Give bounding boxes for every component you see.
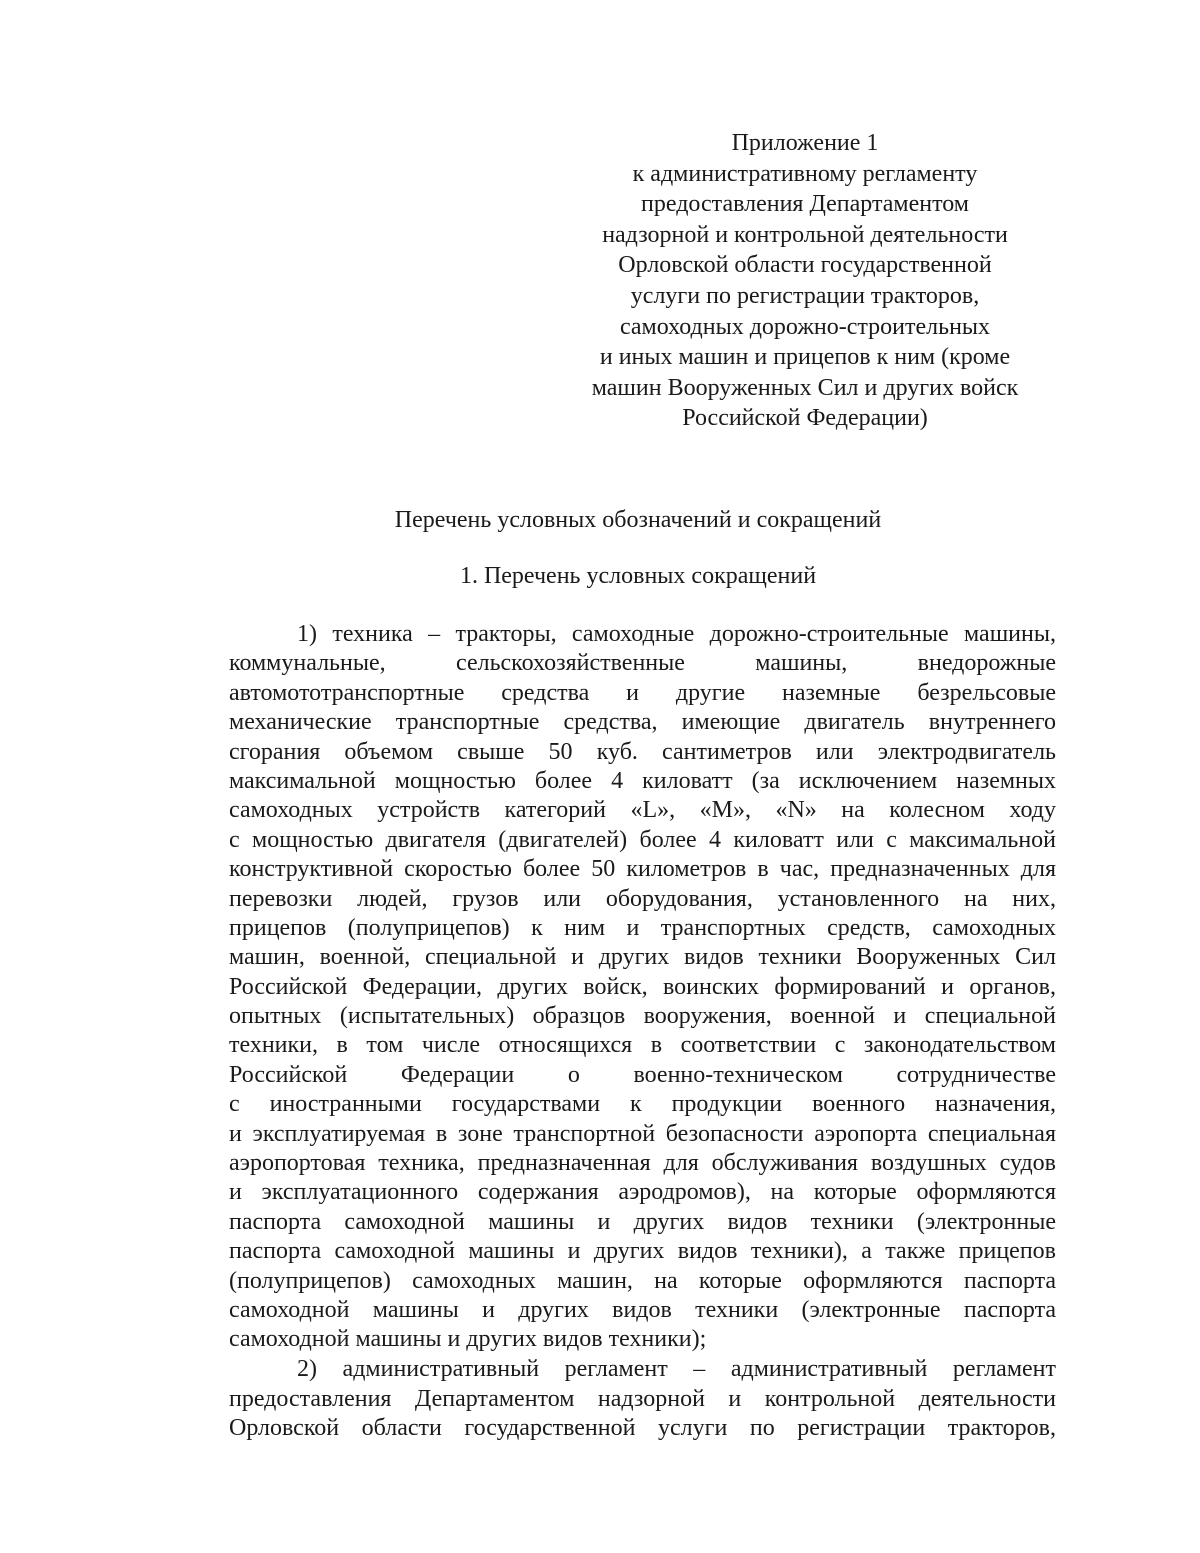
- paragraph-line: предоставления Департаментом надзорной и контрольной деятельности: [229, 1385, 1056, 1412]
- paragraph-line: Российской Федерации о военно-техническом сотрудничестве: [229, 1061, 1056, 1088]
- paragraph-line: самоходной машины и других видов техники (электронные паспорта: [229, 1296, 1056, 1323]
- appendix-header-line: и иных машин и прицепов к ним (кроме: [599, 344, 1011, 371]
- appendix-header-line: надзорной и контрольной деятельности: [602, 221, 1008, 248]
- paragraph-line: автомототранспортные средства и другие наземные безрельсовые: [229, 679, 1056, 706]
- appendix-header-line: машин Вооруженных Сил и других войск: [591, 374, 1019, 401]
- paragraph-line: коммунальные, сельскохозяйственные машины, внедорожные: [229, 650, 1056, 677]
- paragraph-line: перевозки людей, грузов или оборудования, установленного на них,: [229, 885, 1056, 912]
- paragraph-line: с иностранными государствами к продукции военного назначения,: [229, 1091, 1056, 1118]
- paragraph-line: аэропортовая техника, предназначенная для обслуживания воздушных судов: [229, 1150, 1056, 1177]
- paragraph-line: техники, в том числе относящихся в соответствии с законодательством: [229, 1032, 1056, 1059]
- appendix-header: [575, 128, 1035, 434]
- paragraph-line: и эксплуатируемая в зоне транспортной безопасности аэропорта специальная: [229, 1120, 1056, 1147]
- paragraph-line: паспорта самоходной машины и других видов техники), а также прицепов: [229, 1238, 1056, 1265]
- paragraph-line: опытных (испытательных) образцов вооружения, военной и специальной: [229, 1003, 1056, 1030]
- section-title: 1. Перечень условных сокращений: [459, 563, 817, 589]
- paragraph-line: самоходной машины и других видов техники);: [229, 1326, 707, 1353]
- paragraph-line: максимальной мощностью более 4 киловатт (за исключением наземных: [229, 767, 1056, 794]
- paragraph-line: механические транспортные средства, имеющие двигатель внутреннего: [229, 709, 1056, 736]
- paragraph-line: Российской Федерации, других войск, воинских формирований и органов,: [229, 973, 1056, 1000]
- document-title: Перечень условных обозначений и сокращений: [394, 507, 882, 533]
- paragraph-line: с мощностью двигателя (двигателей) более 4 киловатт или с максимальной: [229, 826, 1056, 853]
- appendix-header-line: к административному регламенту: [632, 160, 978, 187]
- appendix-header-line: Приложение 1: [731, 130, 879, 156]
- paragraph-item-1: [229, 620, 1056, 1355]
- paragraph-line: 1) техника – тракторы, самоходные дорожно-строительные машины,: [297, 621, 1056, 647]
- paragraph-line: Орловской области государственной услуги по регистрации тракторов,: [229, 1415, 1056, 1442]
- appendix-header-line: Российской Федерации): [682, 405, 928, 432]
- paragraph-line: и эксплуатационного содержания аэродромов), на которые оформляются: [229, 1179, 1056, 1206]
- paragraph-line: прицепов (полуприцепов) к ним и транспортных средств, самоходных: [229, 914, 1056, 941]
- paragraph-line: (полуприцепов) самоходных машин, на которые оформляются паспорта: [229, 1267, 1056, 1294]
- paragraph-line: паспорта самоходной машины и других видов техники (электронные: [229, 1208, 1056, 1235]
- appendix-header-line: самоходных дорожно-строительных: [619, 313, 991, 340]
- appendix-header-line: услуги по регистрации тракторов,: [630, 282, 980, 309]
- body-text: [229, 620, 1056, 1444]
- paragraph-line: 2) административный регламент – административный регламент: [297, 1356, 1056, 1383]
- paragraph-line: самоходных устройств категорий «L», «M», «N» на колесном ходу: [229, 797, 1056, 824]
- paragraph-line: машин, военной, специальной и других видов техники Вооруженных Сил: [229, 944, 1056, 971]
- appendix-header-line: предоставления Департаментом: [641, 191, 969, 218]
- paragraph-item-2: [229, 1355, 1056, 1443]
- paragraph-line: конструктивной скоростью более 50 километров в час, предназначенных для: [229, 856, 1056, 883]
- appendix-header-line: Орловской области государственной: [618, 252, 992, 279]
- paragraph-line: сгорания объемом свыше 50 куб. сантиметров или электродвигатель: [229, 738, 1056, 765]
